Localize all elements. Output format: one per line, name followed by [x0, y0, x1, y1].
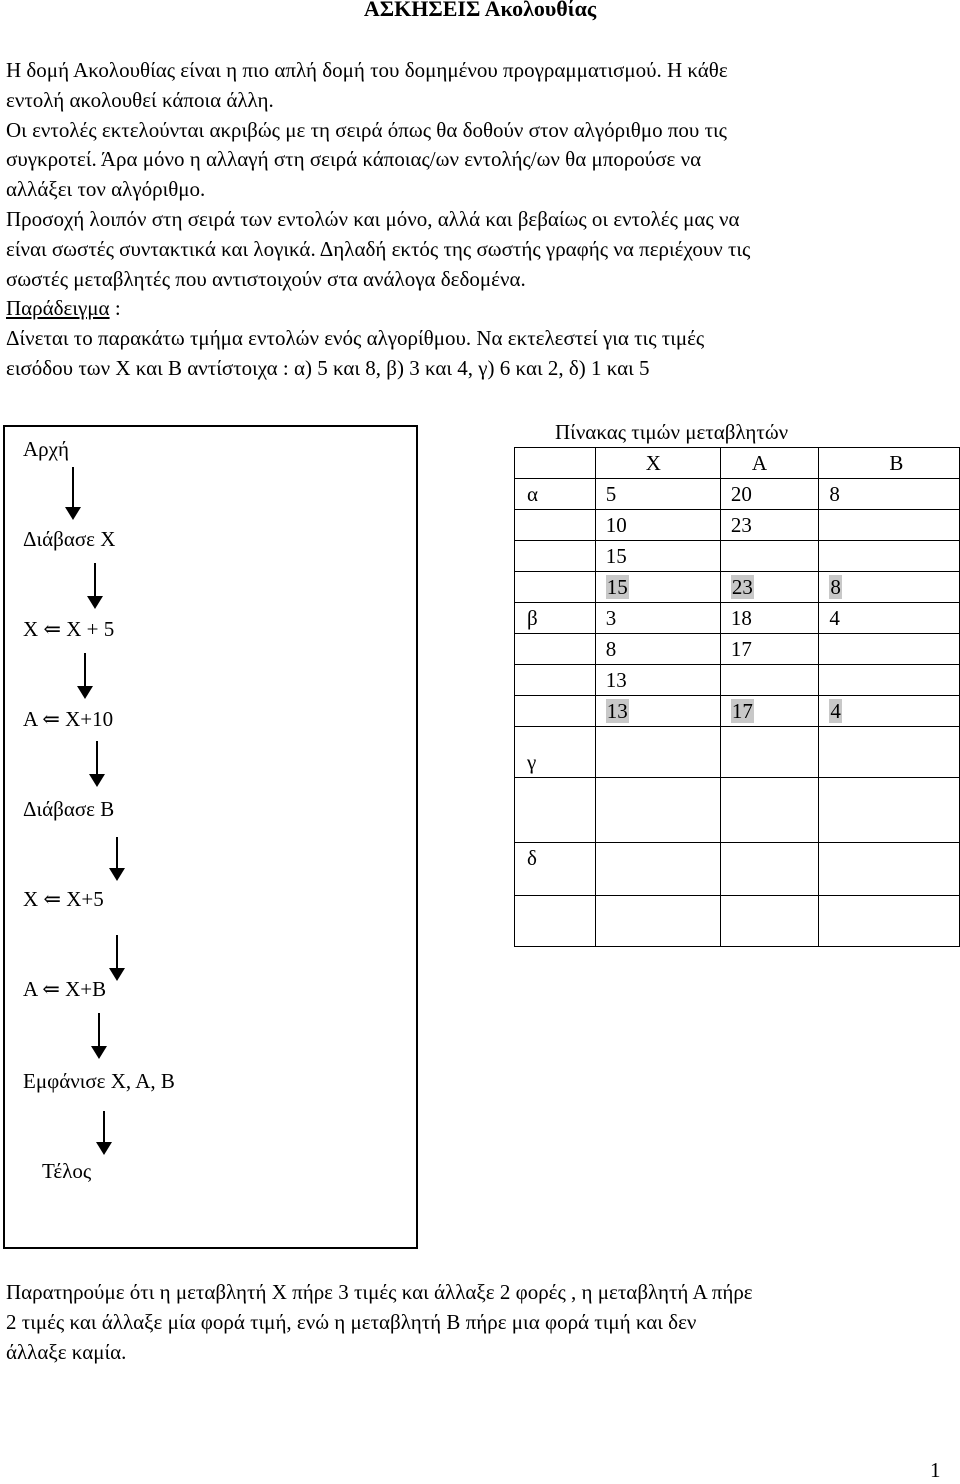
table-cell-highlighted: 15: [595, 572, 720, 603]
table-cell: 17: [720, 634, 819, 665]
table-cell: [515, 896, 596, 947]
table-cell-highlighted: 8: [819, 572, 960, 603]
intro-line: συγκροτεί. Άρα μόνο η αλλαγή στη σειρά κάποιας/ων εντολής/ων θα μπορούσε να: [6, 147, 702, 172]
table-row: [515, 634, 960, 665]
flow-step-x-plus-5-again: Χ ⇐ Χ+5: [23, 887, 104, 911]
flow-step-a-x-plus-b: Α ⇐ Χ+Β: [23, 977, 107, 1001]
table-cell: [515, 541, 596, 572]
arrow-down-icon: [91, 1013, 107, 1059]
arrow-down-icon: [65, 467, 81, 520]
example-label: Παράδειγμα: [6, 296, 110, 321]
conclusion-line: 2 τιμές και άλλαξε μία φορά τιμή, ενώ η μεταβλητή Β πήρε μια φορά τιμή και δεν: [6, 1309, 697, 1334]
table-cell: [819, 665, 960, 696]
table-row: [515, 665, 960, 696]
table-cell: [720, 727, 819, 778]
intro-line: Οι εντολές εκτελούνται ακριβώς με τη σειρά όπως θα δοθούν στον αλγόριθμο που τις: [6, 117, 727, 142]
table-row: [515, 479, 960, 510]
table-cell: [819, 727, 960, 778]
table-row: [515, 510, 960, 541]
conclusion-line: Παρατηρούμε ότι η μεταβλητή Χ πήρε 3 τιμές και άλλαξε 2 φορές , η μεταβλητή Α πήρε: [6, 1280, 753, 1304]
table-cell: [720, 843, 819, 896]
page-title: ΑΣΚΗΣΕΙΣ Ακολουθίας: [363, 0, 597, 21]
table-cell: [819, 510, 960, 541]
table-cell: 8: [819, 479, 960, 510]
example-colon: :: [109, 296, 121, 321]
flow-step-read-b: Διάβασε Β: [23, 797, 115, 821]
table-cell: 4: [819, 603, 960, 634]
table-cell: 18: [720, 603, 819, 634]
table-cell: [515, 778, 596, 843]
table-cell: α: [515, 479, 596, 510]
example-line: Δίνεται το παρακάτω τμήμα εντολών ενός αλγορίθμου. Να εκτελεστεί για τις τιμές: [6, 326, 705, 351]
table-cell-highlighted: 23: [720, 572, 819, 603]
arrow-down-icon: [77, 653, 93, 699]
intro-line: εντολή ακολουθεί κάποια άλλη.: [6, 87, 274, 112]
table-cell: 3: [595, 603, 720, 634]
table-cell: [515, 572, 596, 603]
intro-line: σωστές μεταβλητές που αντιστοιχούν στα ανάλογα δεδομένα.: [6, 266, 526, 291]
table-cell: [819, 778, 960, 843]
table-row: [515, 896, 960, 947]
intro-line: Προσοχή λοιπόν στη σειρά των εντολών και μόνο, αλλά και βεβαίως οι εντολές μας να: [6, 206, 740, 231]
flow-step-display: Εμφάνισε Χ, Α, Β: [23, 1069, 175, 1093]
conclusion-text: [6, 1278, 951, 1367]
table-cell: 10: [595, 510, 720, 541]
table-row: [515, 843, 960, 896]
table-row: [515, 727, 960, 778]
table-cell: [720, 665, 819, 696]
arrow-down-icon: [109, 935, 125, 981]
page-number: 1: [930, 1458, 941, 1482]
table-caption: Πίνακας τιμών μεταβλητών: [555, 420, 789, 444]
flow-step-a-x-plus-10: Α ⇐ Χ+10: [23, 707, 114, 731]
table-cell-highlighted: 4: [819, 696, 960, 727]
table-cell: [595, 727, 720, 778]
arrow-down-icon: [96, 1111, 112, 1155]
table-cell: δ: [515, 843, 596, 896]
intro-line: Η δομή Ακολουθίας είναι η πιο απλή δομή του δομημένου προγραμματισμού. Η κάθε: [6, 58, 728, 82]
table-cell: [720, 541, 819, 572]
flowchart-box: [3, 425, 418, 1249]
flow-step-end: Τέλος: [42, 1159, 92, 1183]
example-heading: [6, 294, 951, 324]
table-cell: [595, 896, 720, 947]
variables-table: [514, 447, 960, 947]
table-header-cell: [515, 448, 596, 479]
arrow-down-icon: [87, 563, 103, 609]
conclusion-line: άλλαξε καμία.: [6, 1339, 127, 1364]
table-cell: [515, 696, 596, 727]
table-cell: γ: [515, 727, 596, 778]
table-cell: [595, 843, 720, 896]
table-cell: [819, 843, 960, 896]
table-cell: [819, 634, 960, 665]
table-cell: 8: [595, 634, 720, 665]
table-cell: [595, 778, 720, 843]
table-row: [515, 541, 960, 572]
table-header-cell: Χ: [595, 448, 720, 479]
table-cell: [515, 510, 596, 541]
arrow-down-icon: [109, 837, 125, 881]
table-row-final-values: [515, 696, 960, 727]
table-header-row: [515, 448, 960, 479]
example-line: εισόδου των Χ και Β αντίστοιχα : α) 5 και 8, β) 3 και 4, γ) 6 και 2, δ) 1 και 5: [6, 355, 650, 380]
flow-step-read-x: Διάβασε Χ: [23, 527, 116, 551]
flow-step-x-plus-5: Χ ⇐ Χ + 5: [23, 617, 115, 641]
table-cell: 15: [595, 541, 720, 572]
table-header-cell: Β: [819, 448, 960, 479]
table-cell: [720, 778, 819, 843]
table-cell: [515, 665, 596, 696]
table-cell: [515, 634, 596, 665]
table-row-final-values: [515, 572, 960, 603]
table-row: [515, 778, 960, 843]
table-cell: [720, 896, 819, 947]
table-cell: 23: [720, 510, 819, 541]
table-header-cell: Α: [720, 448, 819, 479]
table-row: [515, 603, 960, 634]
intro-line: αλλάξει τον αλγόριθμο.: [6, 177, 206, 202]
table-cell: [819, 541, 960, 572]
table-cell: 13: [595, 665, 720, 696]
flow-step-start: Αρχή: [23, 437, 69, 461]
arrow-down-icon: [89, 741, 105, 787]
table-cell: 20: [720, 479, 819, 510]
intro-text: [6, 56, 951, 384]
table-cell-highlighted: 13: [595, 696, 720, 727]
table-cell: β: [515, 603, 596, 634]
intro-line: είναι σωστές συντακτικά και λογικά. Δηλαδή εκτός της σωστής γραφής να περιέχουν τις: [6, 236, 751, 261]
table-cell: 5: [595, 479, 720, 510]
table-cell: [819, 896, 960, 947]
table-cell-highlighted: 17: [720, 696, 819, 727]
